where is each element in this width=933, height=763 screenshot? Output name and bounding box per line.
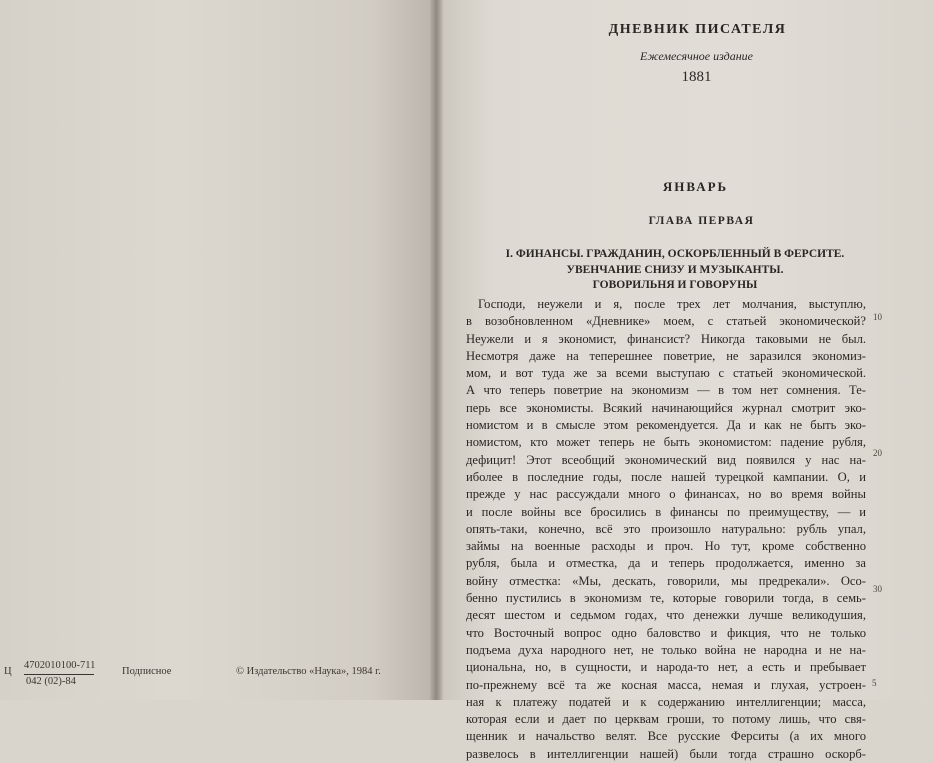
body-text (466, 296, 866, 763)
body-line: Неужели и я экономист, финансист? Никогда таковыми не был. (466, 331, 866, 346)
imprint-copyright: © Издательство «Наука», 1984 г. (236, 666, 381, 677)
section-heading (490, 247, 860, 294)
left-page (0, 0, 436, 700)
line-number: 30 (873, 584, 882, 594)
body-line: щенник и начальство велят. Все русские Ферситы (а их много (466, 729, 866, 744)
section-heading-line: ГОВОРИЛЬНЯ И ГОВОРУНЫ (592, 279, 758, 291)
body-line: займы на военные расходы и проч. Но тут, кроме собственно (466, 539, 866, 554)
body-line: мом, и вот туда же за всеми выступаю с статьей экономической. (466, 366, 866, 381)
body-line: номистом, кто может теперь не быть экономистом: падение рубля, (466, 435, 866, 450)
imprint-mark: Ц (4, 666, 12, 677)
body-line: развелось в интеллигенции нашей) были тогда страшно оскорб- (466, 746, 866, 761)
body-line: войну отместка: «Мы, дескать, говорили, мы предрекали». Осо- (466, 573, 866, 588)
body-line: по-прежнему всё та же косная масса, немая и глухая, устроен- (466, 677, 866, 692)
body-line: и после войны все бросились в финансы по преимуществу, — и (466, 504, 866, 519)
month-heading: ЯНВАРЬ (662, 179, 729, 194)
body-line: подъема духа народного нет, не только война не народна и не на- (466, 642, 866, 657)
body-line: Господи, неужели и я, после трех лет молчания, выступлю, (478, 297, 866, 311)
book-year: 1881 (681, 69, 712, 85)
chapter-heading: ГЛАВА ПЕРВАЯ (648, 215, 755, 227)
imprint-code-top: 4702010100-711 (24, 660, 96, 671)
body-line: опять-таки, конечно, всё это произошло натурально: рубль упал, (466, 521, 866, 536)
body-line: бенно пустились в экономизм те, которые говорили тогда, в семь- (466, 591, 866, 606)
line-number: 20 (873, 448, 882, 458)
body-line: которая если и дает по церквам гроши, то потому лишь, что свя- (466, 712, 866, 727)
body-line: иболее в последние годы, после нашей турецкой кампании. О, и (466, 469, 866, 484)
show-through-text (28, 30, 39, 68)
body-line: в возобновленном «Дневнике» моем, с статьей экономической? (466, 314, 866, 329)
body-line: что Восточный вопрос одно баловство и фикция, что не только (466, 625, 866, 640)
book-spine (430, 0, 444, 700)
book-subtitle: Ежемесячное издание (640, 49, 753, 63)
book-title: ДНЕВНИК ПИСАТЕЛЯ (608, 22, 787, 37)
section-heading-line: УВЕНЧАНИЕ СНИЗУ И МУЗЫКАНТЫ. (566, 263, 784, 276)
body-line: А что теперь поветрие на экономизм — в том нет сомнения. Те- (466, 383, 866, 398)
body-line: ная к платежу податей и к содержанию интеллигенции; масса, (466, 694, 866, 709)
page-number: 5 (872, 678, 877, 688)
body-line: рубля, была и отместка, да и теперь продолжается, именно за (466, 556, 866, 571)
body-line: перь все экономисты. Всякий начинающийся журнал смотрит эко- (466, 400, 866, 415)
body-line: десят шестом и седьмом годах, что денежки лучше великодушия, (466, 608, 866, 623)
imprint-fraction-bar (24, 674, 94, 675)
section-heading-line: I. ФИНАНСЫ. ГРАЖДАНИН, ОСКОРБЛЕННЫЙ В ФЕРСИТЕ. (505, 248, 845, 260)
imprint-subscription: Подписное (122, 666, 172, 677)
line-number: 10 (873, 312, 882, 322)
body-line: номистом и в смысле этом рекомендуется. Да и как не быть эко- (466, 418, 866, 433)
body-line: прежде у нас рассуждали много о финансах, но во время войны (466, 487, 866, 502)
body-line: циональна, но, в сущности, и народа-то нет, а есть и пребывает (466, 660, 866, 675)
body-line: Несмотря даже на теперешнее поветрие, не заразился экономиз- (466, 348, 866, 363)
body-line: дефицит! Этот всеобщий экономический вид появился у нас на- (466, 452, 866, 467)
imprint-code-bottom: 042 (02)-84 (26, 676, 76, 687)
